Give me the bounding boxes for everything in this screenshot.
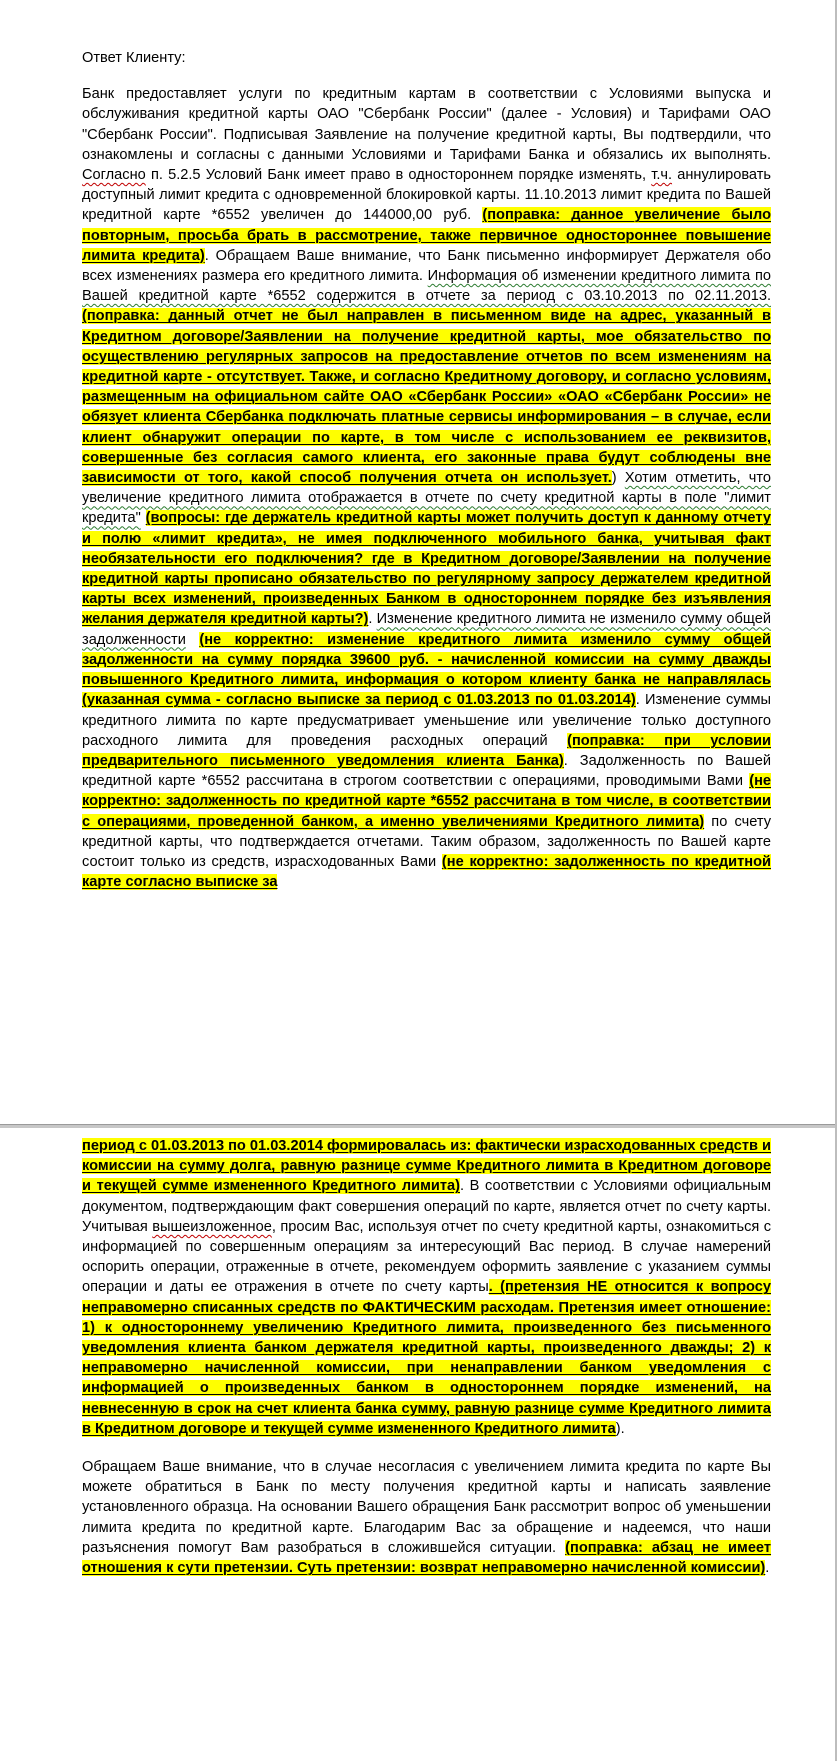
highlighted-correction: (поправка: данный отчет не был направлен в письменном виде на адрес, указанный в Кредитном договоре/Заявлении на получение кредитной карты, мое обязательство по осуществлению регулярных запросов на предоставление отчетов по всем изменениям на кредитной карте - отсутствует. Также, и согласно Кредитному договору, и согласно условиям, размещенным на официальном сайте ОАО «Сбербанк России» «ОАО «Сбербанк России» не обязует клиента Сбербанка подключать платные сервисы информирования – в случае, если клиент обнаружит операции по карте, в том числе с использованием ее реквизитов, совершенные без согласия самого клиента, его законные права будут соблюдены вне зависимости от того, какой способ получения отчета он использует. [82, 308, 771, 487]
continued-paragraph [82, 1136, 771, 1439]
highlighted-correction: (поправка: абзац не имеет отношения к сути претензии. Суть претензии: возврат неправомерно начисленной комиссии) [82, 1539, 772, 1577]
text-run: . [368, 611, 377, 628]
text-run: ). [615, 1420, 625, 1437]
text-run: , просим Вас, используя отчет по счету кредитной карты, ознакомиться с информацией по совершенным операциям за интересующий Вас период. В случае намерений оспорить операции, отраженные в отчете, рекомендуем оформить заявление с указанием суммы операции и даты ее отражения в отчете по счету карты [82, 1218, 771, 1296]
highlighted-correction: (не корректно: задолженность по кредитной карте согласно выписке за [82, 853, 771, 891]
highlighted-correction: . (претензия НЕ относится к вопросу неправомерно списанных средств по ФАКТИЧЕСКИМ расходам. Претензия имеет отношение: 1) к одностороннему увеличению Кредитного лимита, произведенного без письменного уведомления клиента банком держателя кредитной карты, произведенного дважды; 2) к неправомерно начисленной комиссии, при ненаправлении банком уведомления с информацией о произведенных банком в одностороннем порядке изменений, на невнесенную в срок на счет клиента банка сумму, равную разнице сумме Кредитного лимита в Кредитном договоре и текущей сумме измененного Кредитного лимита [82, 1279, 771, 1437]
text-run: Банк предоставляет услуги по кредитным картам в соответствии с Условиями выпуска и обслуживания кредитной карты ОАО "Сбербанк России" (далее - Условия) и Тарифами ОАО "Сбербанк России". Подписывая Заявление на получение кредитной карты, Вы подтвердили, что ознакомлены и согласны с данными Условиями и Тарифами Банка и обязались их выполнять. [82, 86, 771, 163]
highlighted-correction: (поправка: данное увеличение было повторным, просьба брать в рассмотрение, также первичное одностороннее повышение лимита кредита) [82, 207, 771, 264]
page-2-content [82, 1136, 771, 1578]
text-run: . В соответствии с Условиями официальным документом, подтверждающим факт совершения операций по карте, является отчет по счету карты. Учитывая [82, 1178, 771, 1235]
highlighted-correction: (поправка: при условии предварительного письменного уведомления клиента Банка) [82, 732, 771, 769]
main-paragraph [82, 84, 771, 892]
text-run: т.ч. [651, 167, 673, 184]
text-run: Хотим отметить, что увеличение кредитного лимита отображается в отчете по счету кредитной карты в поле "лимит кредита" [82, 470, 771, 527]
text-run: . Обращаем Ваше внимание, что Банк письменно информирует Держателя обо всех изменениях размера его кредитного лимита. [82, 247, 771, 285]
text-run: Согласно [82, 167, 146, 184]
text-run [141, 510, 146, 526]
text-run: Обращаем Ваше внимание, что в случае несогласия с увеличением лимита кредита по карте Вы можете обратиться в Банк по месту получения кредитной карты и написать заявление установленного образца. На основании Вашего обращения Банк рассмотрит вопрос об уменьшении лимита кредита по кредитной карте. Благодарим Вас за обращение и надеемся, что наши разъяснения помогут Вам разобраться в сложившейся ситуации. [82, 1459, 771, 1556]
highlighted-correction: (не корректно: изменение кредитного лимита изменило сумму общей задолженности на сумму порядка 39600 руб. - начисленной комиссии на сумму дважды повышенного Кредитного лимита, информация о котором клиенту банка не направлялась (указанная сумма - согласно выписке за период с 01.03.2013 по 01.03.2014) [82, 631, 771, 709]
text-run: . Задолженность по Вашей кредитной карте *6552 рассчитана в строгом соответствии с операциями, проводимыми Вами [82, 752, 771, 790]
text-run [186, 632, 199, 648]
text-run: Изменение кредитного лимита не изменило сумму общей задолженности [82, 611, 771, 648]
text-run: ) [611, 470, 625, 487]
text-run: аннулировать доступный лимит кредита с одновременной блокировкой карты. 11.10.2013 лимит кредита по Вашей кредитной карте *6552 увеличен до 144000,00 руб. [82, 167, 771, 224]
text-run: Информация об изменении кредитного лимита по Вашей кредитной карте *6552 содержится в отчете за период с 03.10.2013 по 02.11.2013. [82, 268, 771, 305]
text-run: п. 5.2.5 Условий Банк имеет право в одностороннем порядке изменять, [145, 167, 652, 184]
page-1-content [82, 48, 771, 892]
highlighted-correction: период с 01.03.2013 по 01.03.2014 формировалась из: фактически израсходованных средств и комиссии на сумму долга, равную разнице сумме Кредитного лимита в Кредитном договоре и текущей сумме измененного Кредитного лимита) [82, 1138, 771, 1195]
closing-paragraph [82, 1457, 771, 1578]
highlighted-correction: (не корректно: задолженность по кредитной карте *6552 рассчитана в том числе, в соответствии с операциями, проведенной банком, а именно увеличениями Кредитного лимита) [82, 773, 771, 830]
letter-heading: Ответ Клиенту: [82, 50, 186, 66]
text-run: . Изменение суммы кредитного лимита по карте предусматривает уменьшение или увеличение только доступного расходного лимита для проведения расходных операций [82, 692, 772, 749]
text-run: вышеизложенное [152, 1218, 272, 1235]
highlighted-correction: (вопросы: где держатель кредитной карты может получить доступ к данному отчету и полю «лимит кредита», не имея подключенного мобильного банка, учитывая факт необязательности его подключения? где в Кредитном договоре/Заявлении на получение кредитной карты прописано обязательство по регулярному запросу держателем кредитной карты всех изменений, произведенных Банком в одностороннем порядке без изъявления желания держателя кредитной карты?) [82, 510, 771, 628]
text-run: по счету кредитной карты, что подтверждается отчетами. Таким образом, задолженность по Вашей карте состоит только из средств, израсходованных Вами [82, 813, 771, 870]
document-page-2 [0, 1128, 837, 1761]
text-run: . [765, 1560, 770, 1577]
